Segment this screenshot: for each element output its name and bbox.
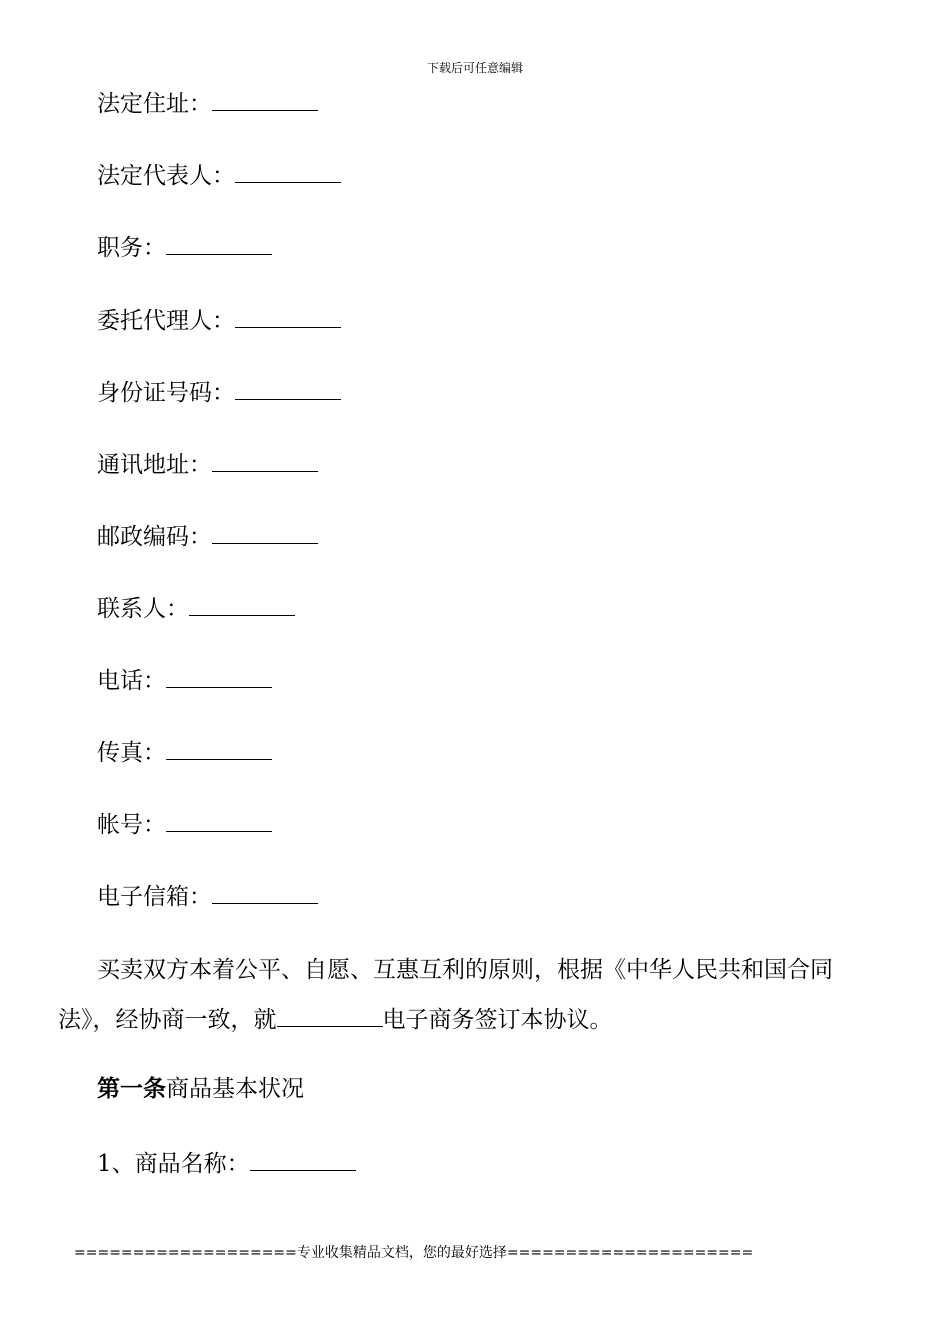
field-position bbox=[97, 232, 272, 263]
agreement-paragraph-line1: 买卖双方本着公平、自愿、互惠互利的原则，根据《中华人民共和国合同 bbox=[97, 957, 833, 983]
field-label: 邮政编码： bbox=[97, 524, 212, 550]
field-label: 身份证号码： bbox=[97, 380, 235, 406]
field-legal-address bbox=[97, 88, 318, 119]
field-phone bbox=[97, 665, 272, 696]
field-label: 法定代表人： bbox=[97, 163, 235, 189]
field-label: 职务： bbox=[97, 235, 166, 261]
field-label: 通讯地址： bbox=[97, 452, 212, 478]
field-label: 1、商品名称： bbox=[97, 1151, 250, 1177]
field-fax bbox=[97, 737, 272, 768]
fill-blank[interactable] bbox=[250, 1148, 356, 1171]
section-heading bbox=[97, 1074, 304, 1104]
fill-blank[interactable] bbox=[212, 449, 318, 472]
field-legal-representative bbox=[97, 160, 341, 191]
paragraph-text-after: 电子商务签订本协议。 bbox=[382, 1007, 613, 1033]
page-footer: ===================专业收集精品文档，您的最好选择===================== bbox=[74, 1245, 754, 1261]
field-email bbox=[97, 881, 318, 912]
fill-blank[interactable] bbox=[166, 232, 272, 255]
fill-blank[interactable] bbox=[189, 593, 295, 616]
field-contact-person bbox=[97, 593, 295, 624]
field-account bbox=[97, 809, 272, 840]
section-number: 第一条 bbox=[97, 1075, 166, 1102]
field-label: 联系人： bbox=[97, 596, 189, 622]
field-mailing-address bbox=[97, 449, 318, 480]
field-label: 委托代理人： bbox=[97, 308, 235, 334]
field-postal-code bbox=[97, 521, 318, 552]
paragraph-text-before: 法》，经协商一致，就 bbox=[58, 1007, 277, 1033]
field-label: 传真： bbox=[97, 740, 166, 766]
fill-blank[interactable] bbox=[235, 305, 341, 328]
fill-blank[interactable] bbox=[212, 88, 318, 111]
fill-blank[interactable] bbox=[212, 881, 318, 904]
item-product-name bbox=[97, 1148, 356, 1179]
fill-blank[interactable] bbox=[166, 809, 272, 832]
field-authorized-agent bbox=[97, 305, 341, 336]
fill-blank[interactable] bbox=[166, 737, 272, 760]
fill-blank[interactable] bbox=[166, 665, 272, 688]
fill-blank[interactable] bbox=[212, 521, 318, 544]
fill-blank[interactable] bbox=[235, 160, 341, 183]
page-header-note: 下载后可任意编辑 bbox=[426, 61, 523, 75]
agreement-paragraph-line2 bbox=[58, 1004, 878, 1035]
field-label: 帐号： bbox=[97, 812, 166, 838]
field-label: 电子信箱： bbox=[97, 884, 212, 910]
section-title: 商品基本状况 bbox=[166, 1076, 304, 1102]
fill-blank[interactable] bbox=[235, 377, 341, 400]
fill-blank[interactable] bbox=[277, 1004, 383, 1027]
field-label: 电话： bbox=[97, 668, 166, 694]
field-id-number bbox=[97, 377, 341, 408]
field-label: 法定住址： bbox=[97, 91, 212, 117]
